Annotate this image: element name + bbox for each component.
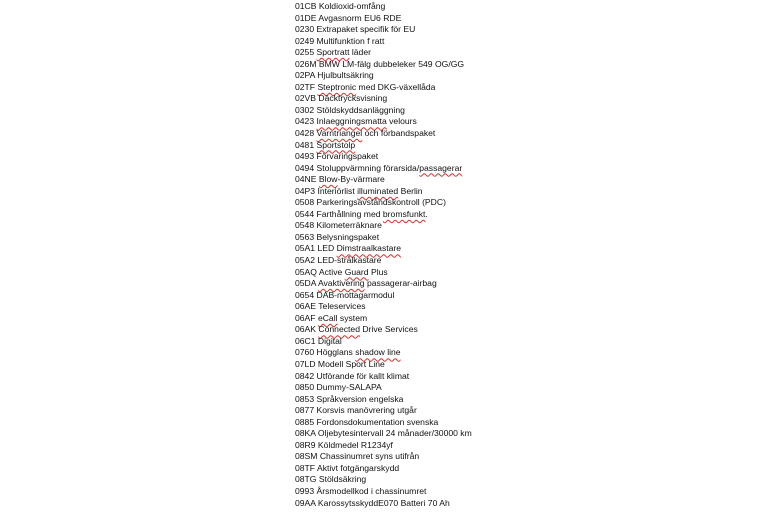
- option-line: 05A2 LED-strålkastare: [295, 255, 382, 266]
- option-line: 02VB Däcktrycksvisning: [295, 93, 388, 104]
- option-line: 09AA KarossytsskyddE070 Batteri 70 Ah: [295, 497, 450, 508]
- spellcheck-flagged-word: passagerar: [419, 162, 463, 173]
- option-line: 0760 Högglans shadow line: [295, 347, 401, 358]
- option-line: 05DA Avaktivering passagerar-airbag: [295, 278, 437, 289]
- option-line: 0885 Fordonsdokumentation svenska: [295, 416, 439, 427]
- option-line: 06C1 Digital: [295, 335, 342, 346]
- spellcheck-flagged-word: Guard: [344, 266, 369, 277]
- option-line: 0544 Farthållning med bromsfunkt.: [295, 208, 428, 219]
- option-line: 02PA Hjulbultsäkring: [295, 70, 374, 81]
- option-line: 0493 Förvaringspaket: [295, 151, 379, 162]
- spellcheck-flagged-word: Varntriangel: [316, 128, 363, 139]
- option-line: 05AQ Active Guard Plus: [295, 266, 388, 277]
- equipment-option-list: [295, 1, 472, 509]
- option-line: 0230 Extrapaket specifik för EU: [295, 24, 416, 35]
- option-line: 026M BMW LM-fälg dubbeleker 549 OG/GG: [295, 58, 465, 69]
- option-line: 0255 Sportratt läder: [295, 47, 371, 58]
- option-line: 0508 Parkeringsavståndskontroll (PDC): [295, 197, 446, 208]
- spellcheck-flagged-word: bromsfunkt: [382, 208, 426, 219]
- option-line: 06AK Connected Drive Services: [295, 324, 418, 335]
- spellcheck-flagged-word: Connected: [318, 324, 360, 335]
- spellcheck-flagged-word: Avaktivering: [317, 278, 365, 289]
- option-line: 0548 Kilometerräknare: [295, 220, 382, 231]
- option-line: 08KA Oljebytesintervall 24 månader/30000 km: [295, 428, 472, 439]
- option-line: 0423 Inlaeggningsmatta velours: [295, 116, 417, 127]
- spellcheck-flagged-word: Blow: [318, 174, 338, 185]
- option-line: 0654 DAB-mottagarmodul: [295, 289, 395, 300]
- option-line: 07LD Modell Sport Line: [295, 358, 385, 369]
- option-line: 0563 Belysningspaket: [295, 231, 380, 242]
- option-line: 0481 Sportstolp: [295, 139, 356, 150]
- option-line: 04NE Blow-By-värmare: [295, 174, 385, 185]
- option-line: 02TF Steptronic med DKG-växellåda: [295, 81, 436, 92]
- spellcheck-flagged-word: shadow line: [355, 347, 401, 358]
- option-line: 0850 Dummy-SALAPA: [295, 382, 382, 393]
- option-line: 08TF Aktivt fotgängarskydd: [295, 462, 400, 473]
- spellcheck-flagged-word: Sportstolp: [316, 139, 356, 150]
- option-line: 0428 Varntriangel och förbandspaket: [295, 128, 436, 139]
- option-line: 06AF eCall system: [295, 312, 368, 323]
- option-line: 0853 Språkversion engelska: [295, 393, 404, 404]
- option-line: 05A1 LED Dimstraalkastare: [295, 243, 402, 254]
- spellcheck-flagged-word: eCall: [317, 312, 338, 323]
- option-line: 0842 Utförande för kallt klimat: [295, 370, 410, 381]
- spellcheck-flagged-word: illuminated: [357, 185, 399, 196]
- spellcheck-flagged-word: Steptronic: [317, 81, 357, 92]
- option-line: 0302 Stöldskyddsanläggning: [295, 104, 405, 115]
- option-line: 08SM Chassinumret syns utifrån: [295, 451, 420, 462]
- option-line: 01CB Koldioxid-omfång: [295, 1, 386, 11]
- spellcheck-flagged-word: Inlaeggningsmatta: [316, 116, 387, 127]
- option-line: 06AE Teleservices: [295, 301, 366, 312]
- option-line: 01DE Avgasnorm EU6 RDE: [295, 12, 402, 23]
- spellcheck-flagged-word: Dimstraalkastare: [336, 243, 402, 254]
- option-line: 0993 Årsmodellkod i chassinumret: [295, 485, 427, 496]
- option-line: 08R9 Köldmedel R1234yf: [295, 439, 393, 450]
- option-line: 0877 Korsvis manövrering utgår: [295, 405, 417, 416]
- option-line: 04P3 Interiörlist illuminated Berlin: [295, 185, 423, 196]
- option-line: 0249 Multifunktion f ratt: [295, 35, 385, 46]
- spellcheck-flagged-word: Sportratt: [316, 47, 350, 58]
- option-line: 0494 Stoluppvärmning förarsida/passagerar: [295, 162, 463, 173]
- option-line: 08TG Stöldsäkring: [295, 474, 367, 485]
